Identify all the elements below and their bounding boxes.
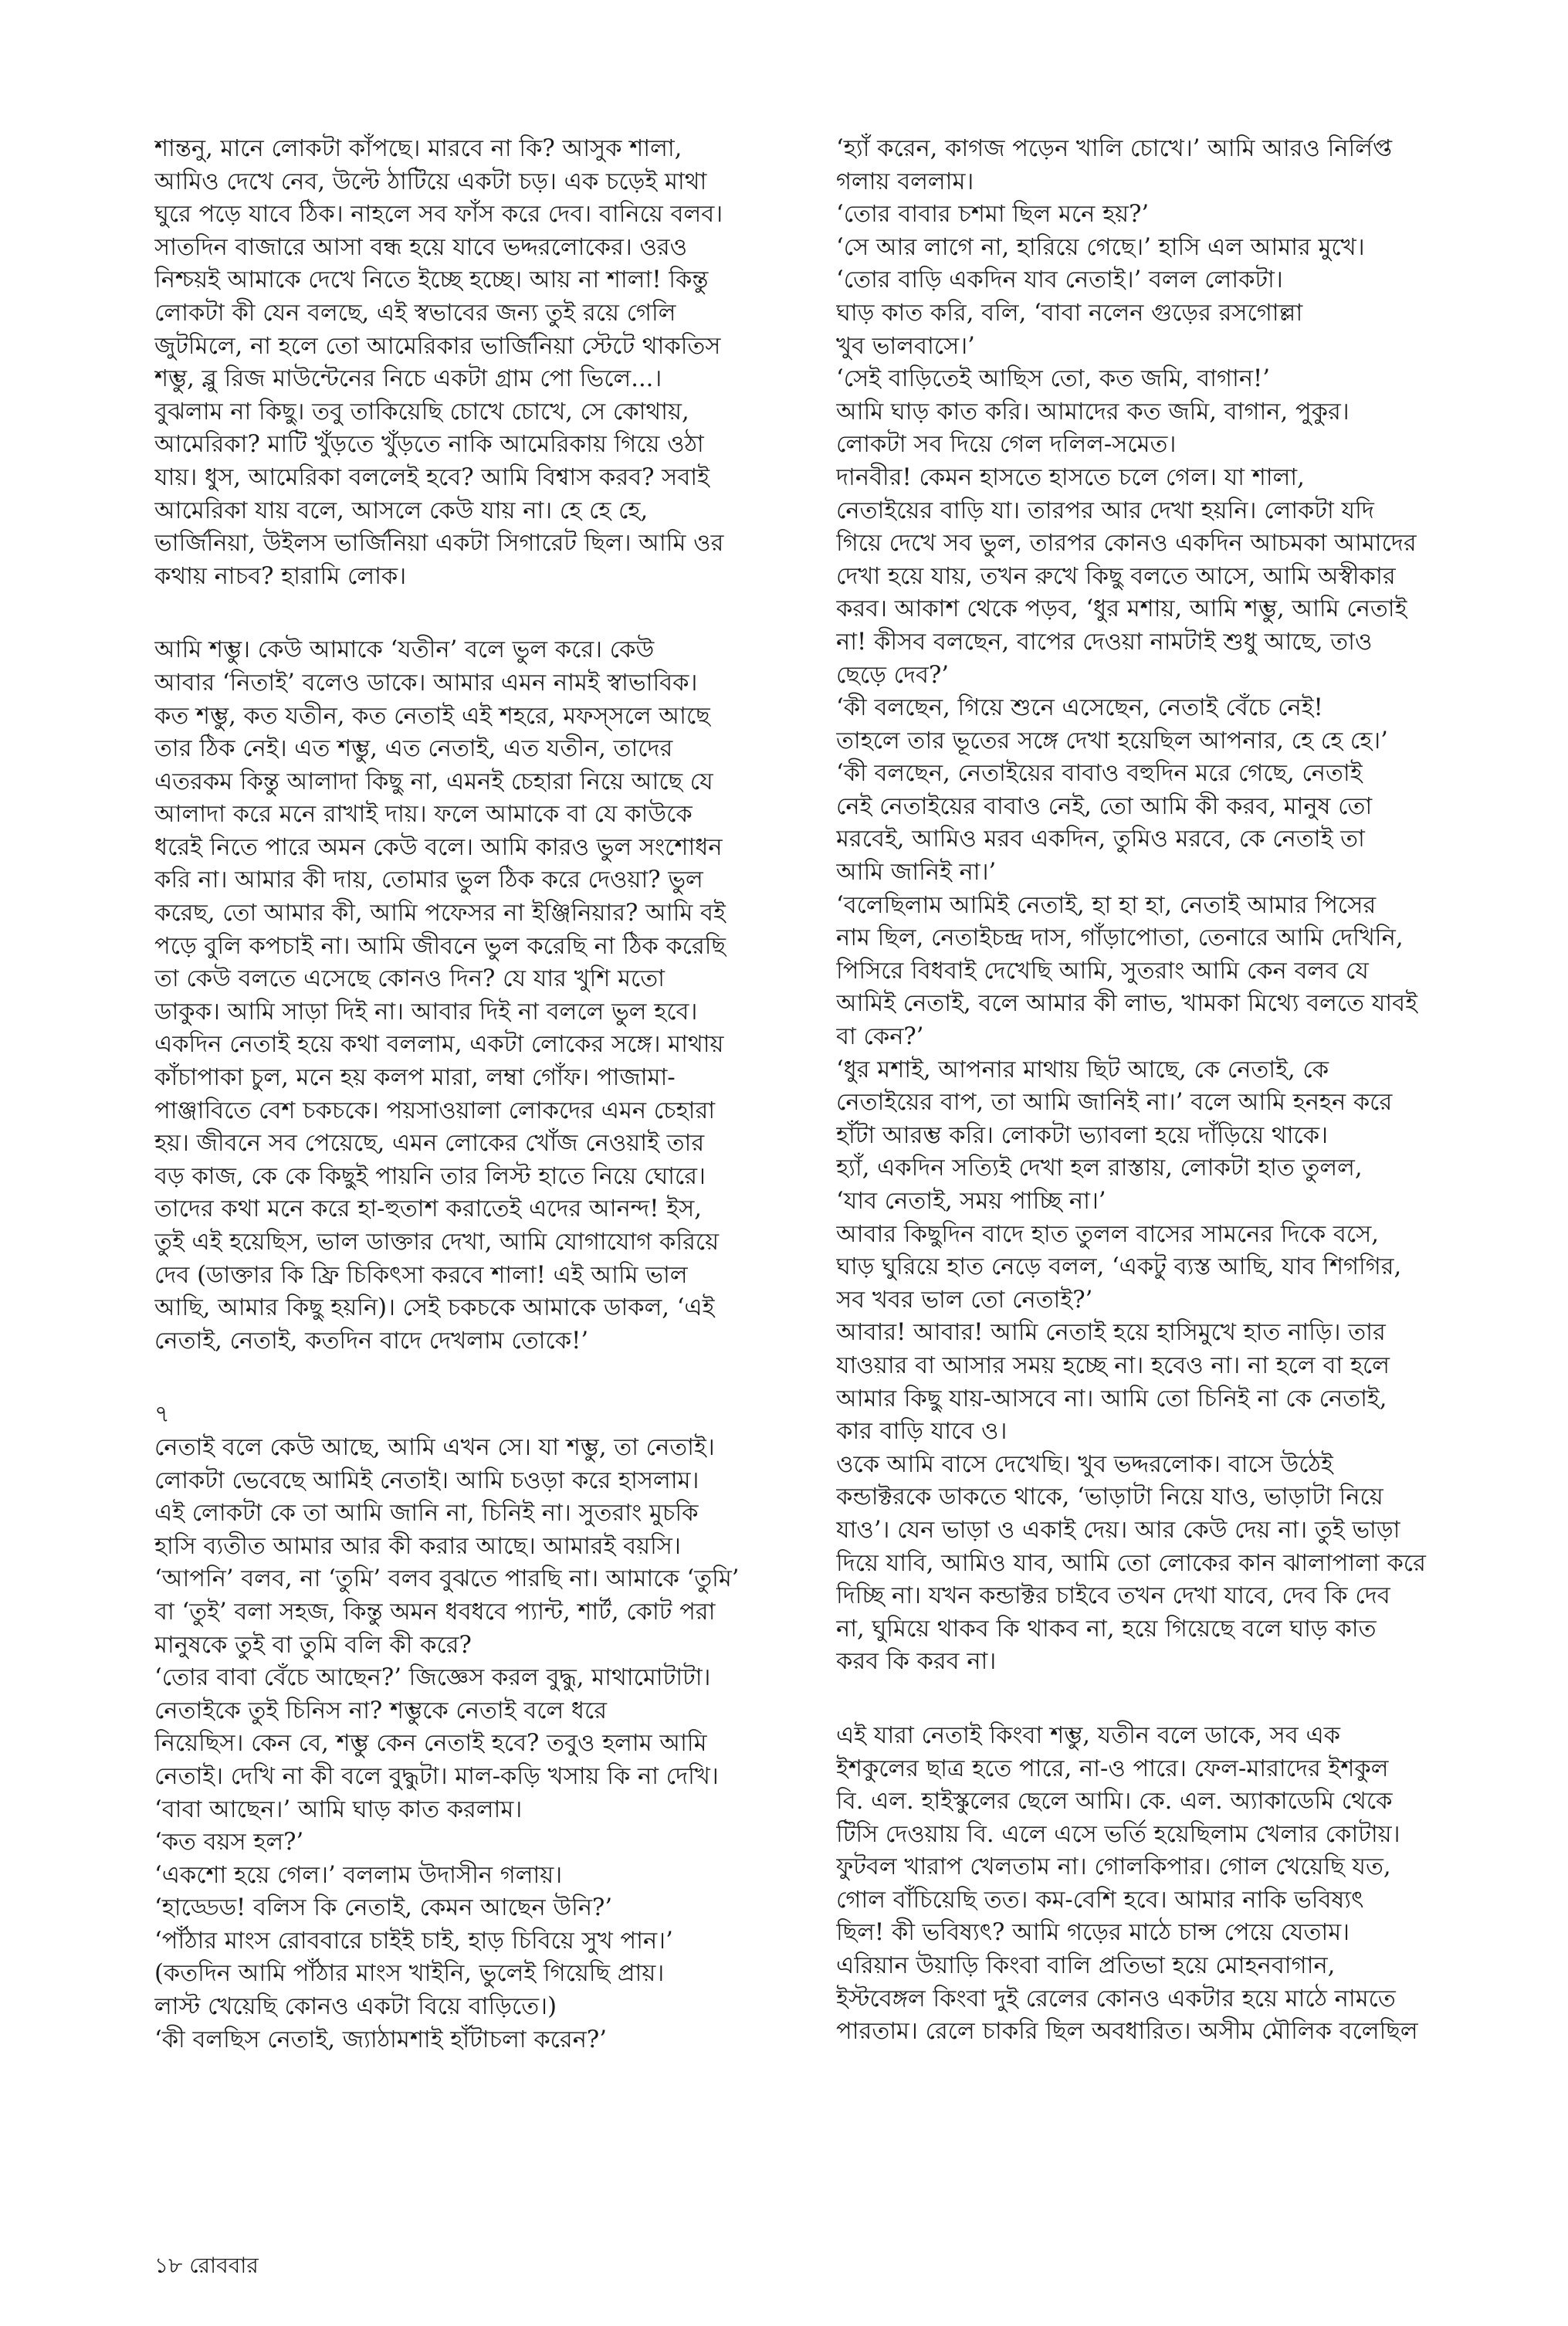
text-line: নিশ্চয়ই আমাকে দেখে নিতে ইচ্ছে হচ্ছে। আয় না শালা! কিন্তু — [154, 266, 709, 294]
text-line: গোল বাঁচিয়েছি তত। কম-বেশি হবে। আমার নাকি ভবিষ্যৎ — [836, 1886, 1364, 1914]
text-line: দেখা হয়ে যায়, তখন রুখে কিছু বলতে আসে, আমি অস্বীকার — [836, 562, 1396, 590]
text-line: তাহলে তার ভূতের সঙ্গে দেখা হয়েছিল আপনার, হে হে হে।’ — [836, 727, 1388, 754]
text-line: এরিয়ান উয়াড়ি কিংবা বালি প্রতিভা হয়ে মোহনবাগান, — [836, 1952, 1336, 1980]
text-line: আবার! আবার! আমি নেতাই হয়ে হাসিমুখে হাত নাড়ি। তার — [836, 1319, 1386, 1347]
text-line: ইস্টবেঙ্গল কিংবা দুই রেলের কোনও একটার হয়ে মাঠে নামতে — [836, 1985, 1396, 2012]
text-line: গিয়ে দেখে সব ভুল, তারপর কোনও একদিন আচমকা আমাদের — [836, 530, 1417, 558]
text-line: ফুটবল খারাপ খেলতাম না। গোলকিপার। গোল খেয়েছি যত, — [836, 1853, 1391, 1881]
text-line: ‘কী বলছেন, গিয়ে শুনে এসেছেন, নেতাই বেঁচে নেই! — [836, 694, 1323, 722]
left-paragraph-1 — [154, 133, 766, 593]
text-line: এই লোকটা কে তা আমি জানি না, চিনিই না। সুতরাং মুচকি — [154, 1500, 699, 1527]
text-line: করেছ, তো আমার কী, আমি পফেসর না ইঞ্জিনিয়ার? আমি বই — [154, 900, 726, 927]
right-column — [836, 133, 1438, 2049]
text-line: করব। আকাশ থেকে পড়ব, ‘ধুর মশায়, আমি শম্ভু, আমি নেতাই — [836, 595, 1407, 623]
text-line: ওকে আমি বাসে দেখেছি। খুব ভদ্দরলোক। বাসে উঠেই — [836, 1450, 1333, 1478]
text-line: পারতাম। রেলে চাকরি ছিল অবধারিত। অসীম মৌলিক বলেছিল — [836, 2018, 1418, 2046]
text-line: আমিই নেতাই, বলে আমার কী লাভ, খামকা মিথ্যে বলতে যাবই — [836, 990, 1417, 1018]
text-line: হাসি ব্যতীত আমার আর কী করার আছে। আমারই বয়সি। — [154, 1532, 681, 1560]
section-number: ৭ — [154, 1401, 170, 1429]
right-paragraph-2 — [836, 1720, 1438, 2049]
text-line: টিসি দেওয়ায় বি. এলে এসে ভর্তি হয়েছিলাম খেলার কোটায়। — [836, 1820, 1400, 1848]
text-line: বা কেন?’ — [836, 1023, 924, 1051]
right-paragraph-1 — [836, 133, 1438, 1679]
text-line: ইশকুলের ছাত্র হতে পারে, না-ও পারে। ফেল-মারাদের ইশকুল — [836, 1755, 1389, 1782]
text-line: যাওয়ার বা আসার সময় হচ্ছে না। হবেও না। না হলে বা হলে — [836, 1351, 1390, 1379]
text-line: সব খবর ভাল তো নেতাই?’ — [836, 1286, 1093, 1314]
text-line: ‘হ্যাঁ করেন, কাগজ পড়েন খালি চোখে।’ আমি আরও নির্লিপ্ত — [836, 135, 1393, 162]
page-footer: ১৮ রোববার — [154, 2253, 259, 2278]
text-line: একদিন নেতাই হয়ে কথা বললাম, একটা লোকের সঙ্গে। মাথায় — [154, 1031, 724, 1059]
text-line: ছিল! কী ভবিষ্যৎ? আমি গড়ের মাঠে চান্স পেয়ে যেতাম। — [836, 1919, 1350, 1947]
text-line: সাতদিন বাজারে আসা বন্ধ হয়ে যাবে ভদ্দরলোকের। ওরও — [154, 233, 688, 261]
text-line: না! কীসব বলছেন, বাপের দেওয়া নামটাই শুধু আছে, তাও — [836, 628, 1373, 656]
text-line: আমিও দেখে নেব, উল্টে ঠাটিয়ে একটা চড়। এক চড়েই মাথা — [154, 168, 707, 195]
text-line: ‘সেই বাড়িতেই আছিস তো, কত জমি, বাগান!’ — [836, 365, 1270, 393]
text-line: যায়। ধুস, আমেরিকা বললেই হবে? আমি বিশ্বাস করব? সবাই — [154, 463, 710, 491]
text-line: জুটমিলে, না হলে তো আমেরিকার ভার্জিনিয়া স্টেটে থাকতিস — [154, 332, 721, 360]
left-column — [154, 133, 766, 2056]
text-line: আবার ‘নিতাই’ বলেও ডাকে। আমার এমন নামই স্বাভাবিক। — [154, 669, 698, 697]
text-line: আমেরিকা যায় বলে, আসলে কেউ যায় না। হে হে হে, — [154, 497, 649, 524]
text-line: ঘাড় ঘুরিয়ে হাত নেড়ে বলল, ‘একটু ব্যস্ত আছি, যাব শিগগির, — [836, 1253, 1402, 1281]
text-line: ‘তোর বাড়ি একদিন যাব নেতাই।’ বলল লোকটা। — [836, 266, 1283, 294]
text-line: তার ঠিক নেই। এত শম্ভু, এত নেতাই, এত যতীন, তাদের — [154, 735, 673, 763]
text-line: নেতাই বলে কেউ আছে, আমি এখন সে। যা শম্ভু, তা নেতাই। — [154, 1433, 715, 1461]
text-line: নেতাইয়ের বাপ, তা আমি জানিই না।’ বলে আমি হনহন করে — [836, 1089, 1393, 1117]
text-line: দিয়ে যাবি, আমিও যাব, আমি তো লোকের কান ঝালাপালা করে — [836, 1549, 1426, 1577]
text-line: ‘কী বলছেন, নেতাইয়ের বাবাও বহুদিন মরে গেছে, নেতাই — [836, 760, 1363, 788]
text-line: দানবীর! কেমন হাসতে হাসতে চলে গেল। যা শালা, — [836, 463, 1305, 491]
text-line: আবার কিছুদিন বাদে হাত তুলল বাসের সামনের দিকে বসে, — [836, 1220, 1380, 1248]
text-line: করব কি করব না। — [836, 1648, 997, 1676]
text-line: ‘কত বয়স হল?’ — [154, 1829, 304, 1856]
left-paragraph-2 — [154, 634, 766, 1358]
text-line: খুব ভালবাসে।’ — [836, 332, 975, 360]
text-line: ‘বলেছিলাম আমিই নেতাই, হা হা হা, নেতাই আমার পিসের — [836, 891, 1377, 919]
text-line: (কতদিন আমি পাঁঠার মাংস খাইনি, ভুলেই গিয়েছি প্রায়। — [154, 1960, 665, 1988]
text-line: পাঞ্জাবিতে বেশ চকচকে। পয়সাওয়ালা লোকদের এমন চেহারা — [154, 1097, 716, 1124]
left-paragraph-3 — [154, 1432, 766, 2056]
text-line: কন্ডাক্টরকে ডাকতে থাকে, ‘ভাড়াটা নিয়ে যাও, ভাড়াটা নিয়ে — [836, 1483, 1383, 1511]
text-line: কত শম্ভু, কত যতীন, কত নেতাই এই শহরে, মফস্সলে আছে — [154, 702, 710, 730]
text-line: হ্যাঁ, একদিন সত্যিই দেখা হল রাস্তায়, লোকটা হাত তুলল, — [836, 1155, 1363, 1182]
text-line: নেতাই, নেতাই, কতদিন বাদে দেখলাম তোকে!’ — [154, 1327, 589, 1355]
text-line: বি. এল. হাইস্কুলের ছেলে আমি। কে. এল. অ্যাকাডেমি থেকে — [836, 1788, 1393, 1816]
text-line: ‘ধুর মশাই, আপনার মাথায় ছিট আছে, কে নেতাই, কে — [836, 1056, 1329, 1083]
text-line: ‘আপনি’ বলব, না ‘তুমি’ বলব বুঝতে পারছি না। আমাকে ‘তুমি’ — [154, 1565, 740, 1593]
text-line: ঘাড় কাত করি, বলি, ‘বাবা নলেন গুড়ের রসগোল্লা — [836, 299, 1303, 327]
text-line: আমেরিকা? মাটি খুঁড়তে খুঁড়তে নাকি আমেরিকায় গিয়ে ওঠা — [154, 431, 704, 459]
text-line: শান্তনু, মানে লোকটা কাঁপছে। মারবে না কি? আসুক শালা, — [154, 135, 682, 162]
text-line: কথায় নাচব? হারামি লোক। — [154, 562, 407, 590]
text-line: হাঁটা আরম্ভ করি। লোকটা ভ্যাবলা হয়ে দাঁড়িয়ে থাকে। — [836, 1121, 1329, 1149]
text-line: পড়ে বুলি কপচাই না। আমি জীবনে ভুল করেছি না ঠিক করেছি — [154, 932, 726, 960]
text-line: ‘বাবা আছেন।’ আমি ঘাড় কাত করলাম। — [154, 1795, 523, 1823]
text-line: হয়। জীবনে সব পেয়েছে, এমন লোকের খোঁজ নেওয়াই তার — [154, 1130, 705, 1158]
text-line: পিসিরে বিধবাই দেখেছি আমি, সুতরাং আমি কেন বলব যে — [836, 957, 1369, 985]
text-line: লোকটা সব দিয়ে গেল দলিল-সমেত। — [836, 431, 1177, 459]
text-line: শম্ভু, ব্লু রিজ মাউন্টেনের নিচে একটা গ্রাম পো ভিলে...। — [154, 365, 662, 393]
text-line: করি না। আমার কী দায়, তোমার ভুল ঠিক করে দেওয়া? ভুল — [154, 866, 703, 894]
text-line: মরবেই, আমিও মরব একদিন, তুমিও মরবে, কে নেতাই তা — [836, 826, 1365, 853]
text-line: লাস্ট খেয়েছি কোনও একটা বিয়ে বাড়িতে।) — [154, 1993, 557, 2021]
text-line: আমি ঘাড় কাত করি। আমাদের কত জমি, বাগান, পুকুর। — [836, 398, 1350, 426]
text-line: যাও’। যেন ভাড়া ও একাই দেয়। আর কেউ দেয় না। তুই ভাড়া — [836, 1516, 1400, 1544]
text-line: ছেড়ে দেব?’ — [836, 661, 950, 689]
text-line: তাদের কথা মনে করে হা-হুতাশ করাতেই এদের আনন্দ! ইস, — [154, 1195, 702, 1223]
text-line: গলায় বললাম। — [836, 168, 974, 195]
text-line: লোকটা ভেবেছে আমিই নেতাই। আমি চওড়া করে হাসলাম। — [154, 1466, 699, 1494]
text-line: আলাদা করে মনে রাখাই দায়। ফলে আমাকে বা যে কাউকে — [154, 801, 693, 829]
text-line: ‘তোর বাবা বেঁচে আছেন?’ জিজ্ঞেস করল বুদ্ধু, মাথামোটাটা। — [154, 1664, 711, 1692]
text-line: আছি, আমার কিছু হয়নি)। সেই চকচকে আমাকে ডাকল, ‘এই — [154, 1294, 715, 1322]
text-line: ডাকুক। আমি সাড়া দিই না। আবার দিই না বললে ভুল হবে। — [154, 998, 698, 1026]
text-line: ‘পাঁঠার মাংস রোববারে চাইই চাই, হাড় চিবিয়ে সুখ পান।’ — [154, 1927, 673, 1955]
text-line: মানুষকে তুই বা তুমি বলি কী করে? — [154, 1631, 472, 1659]
paragraph-gap — [154, 1358, 766, 1399]
text-line: আমার কিছু যায়-আসবে না। আমি তো চিনিই না কে নেতাই, — [836, 1385, 1387, 1412]
text-line: দেব (ডাক্তার কি ফ্রি চিকিৎসা করবে শালা! এই আমি ভাল — [154, 1261, 688, 1289]
text-line: আমি শম্ভু। কেউ আমাকে ‘যতীন’ বলে ভুল করে। কেউ — [154, 636, 655, 664]
text-line: নেই নেতাইয়ের বাবাও নেই, তো আমি কী করব, মানুষ তো — [836, 792, 1373, 820]
text-line: বড় কাজ, কে কে কিছুই পায়নি তার লিস্ট হাতে নিয়ে ঘোরে। — [154, 1162, 706, 1190]
text-line: ‘যাব নেতাই, সময় পাচ্ছি না।’ — [836, 1188, 1106, 1215]
text-line: ‘একশো হয়ে গেল।’ বললাম উদাসীন গলায়। — [154, 1861, 563, 1889]
paragraph-gap — [154, 593, 766, 634]
text-line: বা ‘তুই’ বলা সহজ, কিন্তু অমন ধবধবে প্যান্ট, শার্ট, কোট পরা — [154, 1598, 716, 1626]
text-line: বুঝলাম না কিছু। তবু তাকিয়েছি চোখে চোখে, সে কোথায়, — [154, 398, 689, 426]
text-line: ‘হাড্ডেড! বলিস কি নেতাই, কেমন আছেন উনি?’ — [154, 1894, 613, 1922]
text-line: তা কেউ বলতে এসেছে কোনও দিন? যে যার খুশি মতো — [154, 965, 665, 993]
text-line: নেতাইকে তুই চিনিস না? শম্ভুকে নেতাই বলে ধরে — [154, 1697, 608, 1724]
text-line: ভার্জিনিয়া, উইলস ভার্জিনিয়া একটা সিগারেট ছিল। আমি ওর — [154, 530, 724, 558]
text-line: ‘সে আর লাগে না, হারিয়ে গেছে।’ হাসি এল আমার মুখে। — [836, 233, 1365, 261]
text-line: না, ঘুমিয়ে থাকব কি থাকব না, হয়ে গিয়েছে বলে ঘাড় কাত — [836, 1615, 1377, 1643]
text-line: লোকটা কী যেন বলছে, এই স্বভাবের জন্য তুই রয়ে গেলি — [154, 299, 676, 327]
text-line: কার বাড়ি যাবে ও। — [836, 1418, 1008, 1446]
text-line: ঘুরে পড়ে যাবে ঠিক। নাহলে সব ফাঁস করে দেব। বানিয়ে বলব। — [154, 201, 723, 229]
text-line: ধরেই নিতে পারে অমন কেউ বলে। আমি কারও ভুল সংশোধন — [154, 833, 723, 861]
text-line: ‘তোর বাবার চশমা ছিল মনে হয়?’ — [836, 201, 1150, 229]
text-line: এতরকম কিন্তু আলাদা কিছু না, এমনই চেহারা নিয়ে আছে যে — [154, 768, 713, 795]
text-line: নাম ছিল, নেতাইচন্দ্র দাস, গাঁড়াপোতা, তেনারে আমি দেখিনি, — [836, 924, 1404, 952]
text-line: কাঁচাপাকা চুল, মনে হয় কলপ মারা, লম্বা গোঁফ। পাজামা- — [154, 1064, 676, 1092]
text-line: তুই এই হয়েছিস, ভাল ডাক্তার দেখা, আমি যোগাযোগ করিয়ে — [154, 1229, 720, 1256]
text-line: দিচ্ছি না। যখন কন্ডাক্টর চাইবে তখন দেখা যাবে, দেব কি দেব — [836, 1582, 1390, 1610]
text-line: নেতাইয়ের বাড়ি যা। তারপর আর দেখা হয়নি। লোকটা যদি — [836, 497, 1374, 524]
paragraph-gap — [836, 1679, 1438, 1720]
text-line: নেতাই। দেখি না কী বলে বুদ্ধুটা। মাল-কড়ি খসায় কি না দেখি। — [154, 1762, 719, 1790]
text-line: এই যারা নেতাই কিংবা শম্ভু, যতীন বলে ডাকে, সব এক — [836, 1721, 1340, 1749]
text-line: নিয়েছিস। কেন বে, শম্ভু কেন নেতাই হবে? তবুও হলাম আমি — [154, 1730, 707, 1758]
text-line: আমি জানিই না।’ — [836, 859, 997, 887]
text-line: ‘কী বলছিস নেতাই, জ্যাঠামশাই হাঁটাচলা করেন?’ — [154, 2026, 607, 2053]
